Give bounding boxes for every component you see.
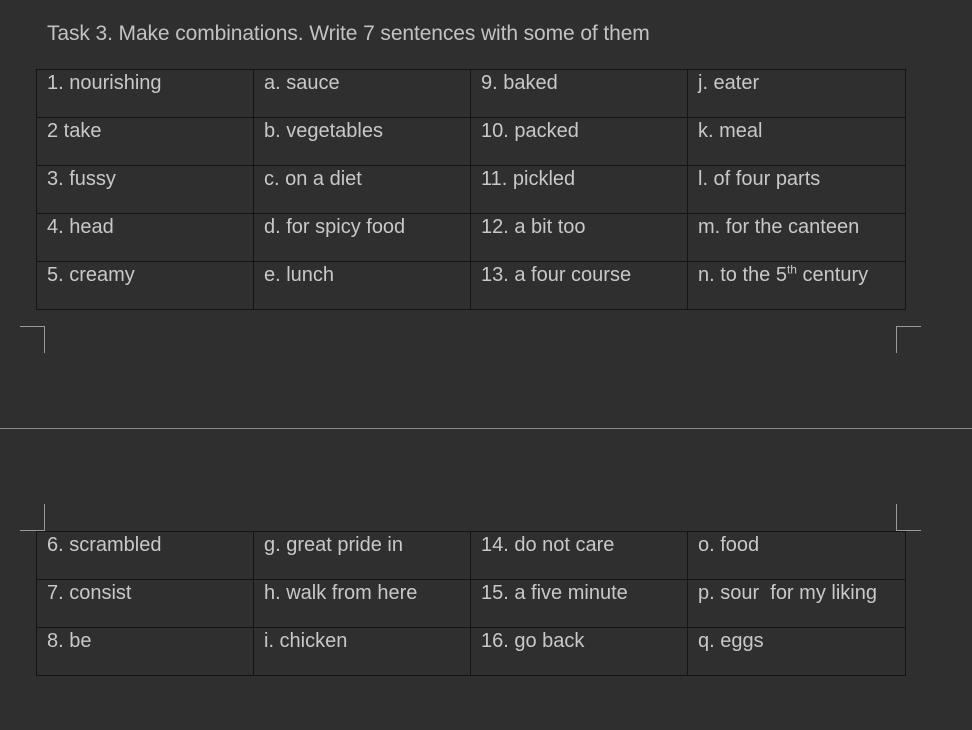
page-corner-mark xyxy=(20,504,45,531)
page-break-line xyxy=(0,428,972,429)
table-cell: d. for spicy food xyxy=(254,214,471,262)
table-cell: a. sauce xyxy=(254,70,471,118)
table-cell: q. eggs xyxy=(688,628,906,676)
page-corner-mark xyxy=(896,504,921,531)
table-cell: j. eater xyxy=(688,70,906,118)
table-cell: b. vegetables xyxy=(254,118,471,166)
century-before: n. to the 5 xyxy=(698,264,787,286)
table-cell: 13. a four course xyxy=(471,262,688,310)
table-cell: 7. consist xyxy=(37,580,254,628)
century-after: century xyxy=(796,264,869,286)
table-cell: 10. packed xyxy=(471,118,688,166)
table-cell: e. lunch xyxy=(254,262,471,310)
table-cell: h. walk from here xyxy=(254,580,471,628)
combinations-table-bottom xyxy=(36,531,906,676)
table-cell: 16. go back xyxy=(471,628,688,676)
table-cell: 5. creamy xyxy=(37,262,254,310)
table-cell: l. of four parts xyxy=(688,166,906,214)
table-cell: 2 take xyxy=(37,118,254,166)
table-row xyxy=(37,214,906,262)
table-cell: 8. be xyxy=(37,628,254,676)
table-cell: 11. pickled xyxy=(471,166,688,214)
table-cell: 12. a bit too xyxy=(471,214,688,262)
table-row xyxy=(37,118,906,166)
table-cell-century xyxy=(688,262,906,310)
task-title: Task 3. Make combinations. Write 7 sentences with some of them xyxy=(47,22,650,45)
table-row xyxy=(37,262,906,310)
table-cell: g. great pride in xyxy=(254,532,471,580)
table-cell: 14. do not care xyxy=(471,532,688,580)
table-row xyxy=(37,532,906,580)
combinations-table-top xyxy=(36,69,906,310)
table-cell: 9. baked xyxy=(471,70,688,118)
table-cell: o. food xyxy=(688,532,906,580)
table-cell: 4. head xyxy=(37,214,254,262)
table-cell: k. meal xyxy=(688,118,906,166)
table-row xyxy=(37,70,906,118)
page-corner-mark xyxy=(896,326,921,353)
table-cell: 3. fussy xyxy=(37,166,254,214)
table-row xyxy=(37,628,906,676)
page-corner-mark xyxy=(20,326,45,353)
table-cell: p. sour for my liking xyxy=(688,580,906,628)
table-cell: 15. a five minute xyxy=(471,580,688,628)
table-row xyxy=(37,580,906,628)
table-cell: c. on a diet xyxy=(254,166,471,214)
table-cell: 6. scrambled xyxy=(37,532,254,580)
table-cell: i. chicken xyxy=(254,628,471,676)
table-row xyxy=(37,166,906,214)
century-superscript: th xyxy=(786,262,797,277)
table-cell: 1. nourishing xyxy=(37,70,254,118)
table-cell: m. for the canteen xyxy=(688,214,906,262)
